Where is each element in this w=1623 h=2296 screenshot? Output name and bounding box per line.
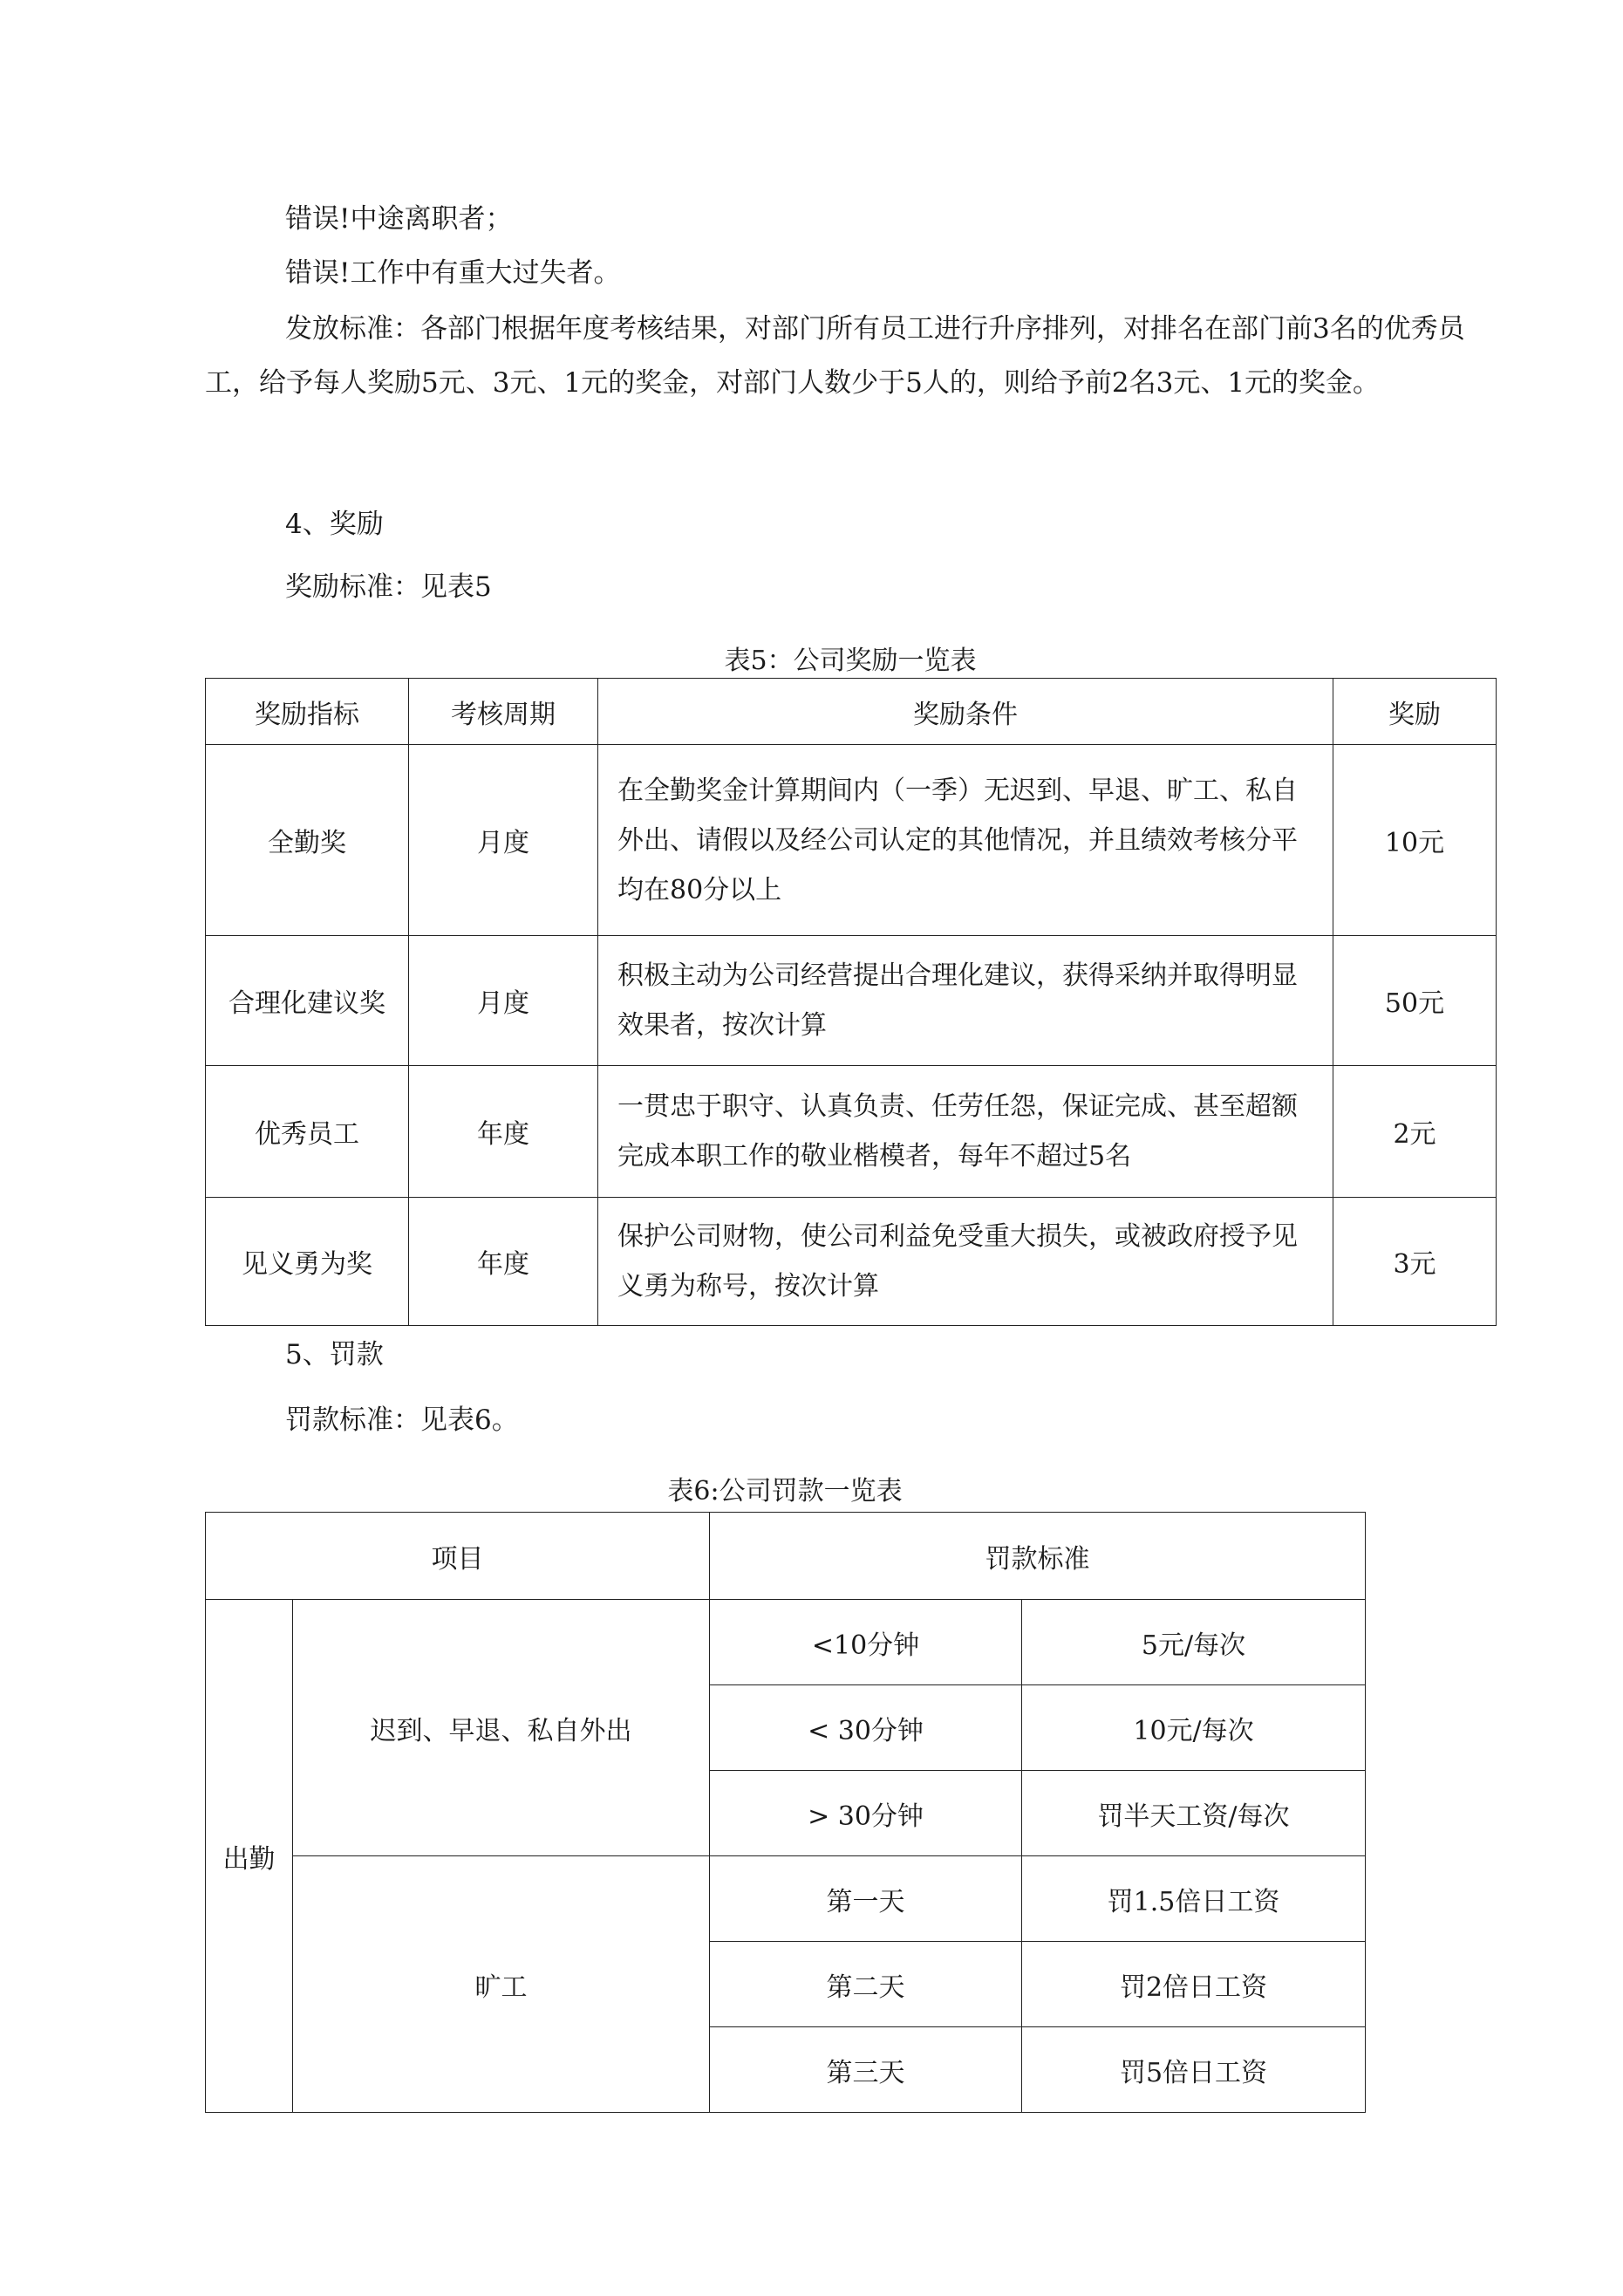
cell-fine: 罚半天工资/每次: [1022, 1771, 1366, 1856]
cell-amount: 50元: [1333, 936, 1497, 1066]
table6-caption: 表6:公司罚款一览表: [667, 1476, 903, 1507]
table5-caption: 表5：公司奖励一览表: [724, 646, 977, 676]
cell-condition: <10分钟: [710, 1600, 1022, 1685]
cell-indicator: 见义勇为奖: [206, 1198, 409, 1326]
cell-period: 年度: [409, 1066, 598, 1198]
section-heading-fines: 5、罚款: [285, 1339, 384, 1370]
rewards-table: [205, 678, 1497, 1326]
header-assessment-period: 考核周期: [409, 679, 598, 745]
cell-absenteeism: 旷工: [293, 1856, 710, 2113]
cell-period: 月度: [409, 745, 598, 936]
header-fine-standard: 罚款标准: [710, 1513, 1366, 1600]
table-header-row: [206, 1513, 1366, 1600]
paragraph-fine-standard: 罚款标准：见表6。: [285, 1404, 519, 1436]
cell-condition: > 30分钟: [710, 1771, 1022, 1856]
header-reward-amount: 奖励: [1333, 679, 1497, 745]
section-heading-rewards: 4、奖励: [285, 509, 384, 540]
cell-category-attendance: 出勤: [206, 1600, 293, 2113]
cell-indicator: 优秀员工: [206, 1066, 409, 1198]
paragraph-payment-standard: 发放标准：各部门根据年度考核结果，对部门所有员工进行升序排列，对排名在部门前3名的优秀员工，给予每人奖励5元、3元、1元的奖金，对部门人数少于5人的，则给予前2名3元、1元的奖金。: [205, 313, 1465, 399]
cell-condition: 在全勤奖金计算期间内（一季）无迟到、早退、旷工、私自外出、请假以及经公司认定的其他情况，并且绩效考核分平均在80分以上: [598, 745, 1333, 936]
header-item: 项目: [206, 1513, 710, 1600]
cell-fine: 罚2倍日工资: [1022, 1942, 1366, 2027]
cell-fine: 罚5倍日工资: [1022, 2027, 1366, 2113]
cell-condition: 第二天: [710, 1942, 1022, 2027]
cell-condition: 积极主动为公司经营提出合理化建议，获得采纳并取得明显效果者，按次计算: [598, 936, 1333, 1066]
header-reward-indicator: 奖励指标: [206, 679, 409, 745]
table-row: [206, 1856, 1366, 1942]
cell-period: 月度: [409, 936, 598, 1066]
cell-condition: 一贯忠于职守、认真负责、任劳任怨，保证完成、甚至超额完成本职工作的敬业楷模者，每年不超过5名: [598, 1066, 1333, 1198]
table-header-row: [206, 679, 1497, 745]
cell-indicator: 合理化建议奖: [206, 936, 409, 1066]
cell-amount: 3元: [1333, 1198, 1497, 1326]
cell-condition: 第三天: [710, 2027, 1022, 2113]
cell-condition: < 30分钟: [710, 1685, 1022, 1771]
paragraph-leave-midway: 错误!中途离职者；: [285, 203, 513, 235]
table-row: [206, 745, 1497, 936]
cell-fine: 5元/每次: [1022, 1600, 1366, 1685]
table-row: [206, 1198, 1497, 1326]
header-reward-condition: 奖励条件: [598, 679, 1333, 745]
cell-late-early-leave: 迟到、早退、私自外出: [293, 1600, 710, 1856]
cell-condition: 保护公司财物，使公司利益免受重大损失，或被政府授予见义勇为称号，按次计算: [598, 1198, 1333, 1326]
cell-fine: 10元/每次: [1022, 1685, 1366, 1771]
cell-condition: 第一天: [710, 1856, 1022, 1942]
table-row: [206, 936, 1497, 1066]
cell-period: 年度: [409, 1198, 598, 1326]
table-row: [206, 1600, 1366, 1685]
paragraph-reward-standard: 奖励标准：见表5: [285, 571, 492, 603]
cell-indicator: 全勤奖: [206, 745, 409, 936]
cell-amount: 2元: [1333, 1066, 1497, 1198]
cell-fine: 罚1.5倍日工资: [1022, 1856, 1366, 1942]
cell-amount: 10元: [1333, 745, 1497, 936]
fines-table: [205, 1512, 1366, 2113]
paragraph-major-fault: 错误!工作中有重大过失者。: [285, 257, 621, 289]
table-row: [206, 1066, 1497, 1198]
